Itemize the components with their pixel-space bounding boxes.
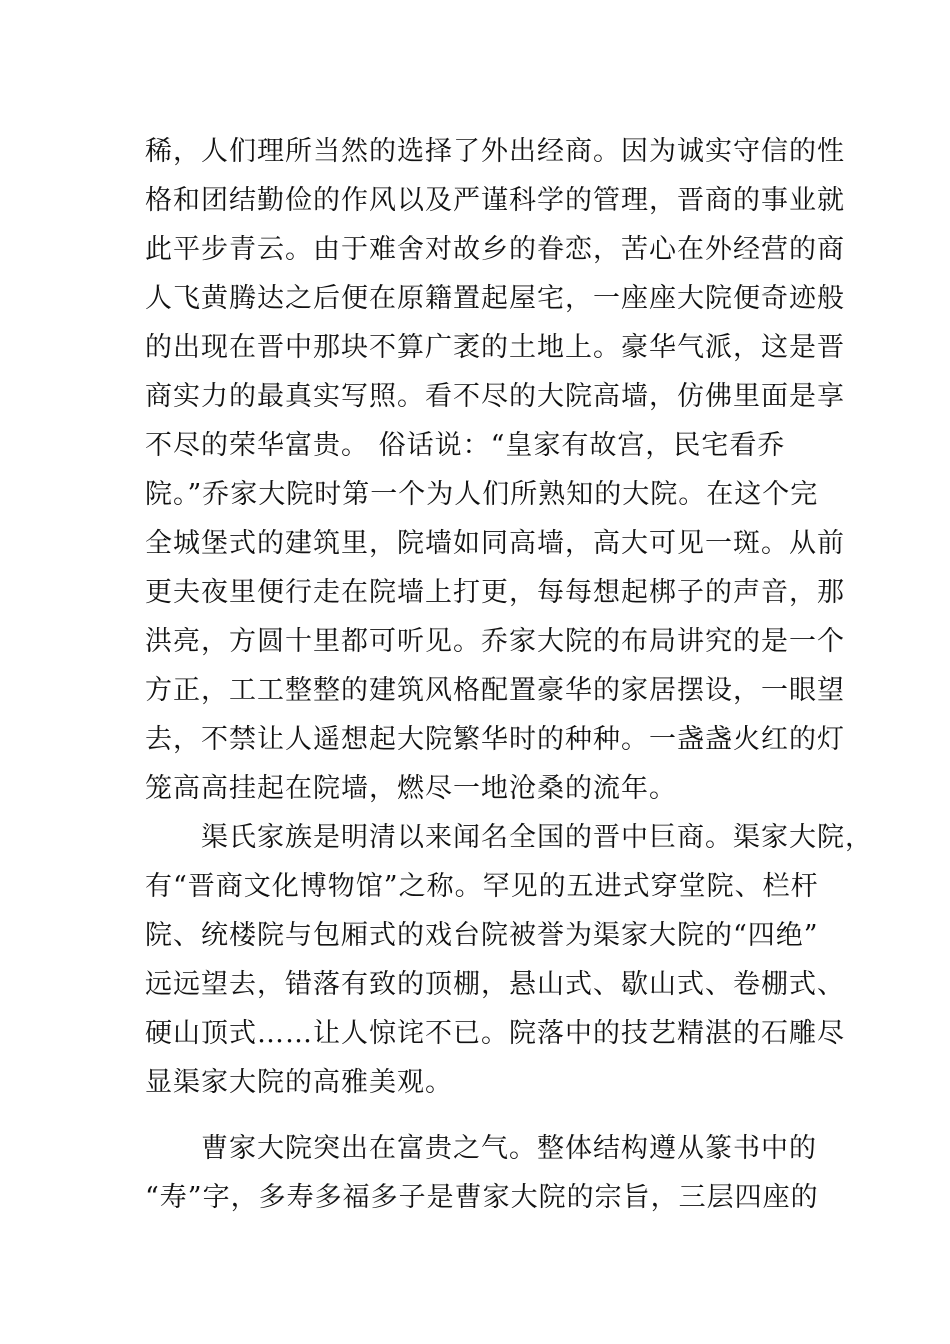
text-line: “寿”字，多寿多福多子是曹家大院的宗旨，三层四座的	[145, 1182, 819, 1213]
text-line: 洪亮，方圆十里都可听见。乔家大院的布局讲究的是一个	[145, 626, 845, 657]
text-line: 远远望去，错落有致的顶棚，悬山式、歇山式、卷棚式、	[145, 969, 845, 1000]
text-line: 渠氏家族是明清以来闻名全国的晋中巨商。渠家大院，	[145, 822, 873, 853]
text-line: 曹家大院突出在富贵之气。整体结构遵从篆书中的	[145, 1133, 817, 1164]
text-line: 不尽的荣华富贵。 俗话说：“皇家有故宫，民宅看乔	[145, 430, 786, 461]
text-line: 此平步青云。由于难舍对故乡的眷恋，苦心在外经营的商	[145, 234, 845, 265]
paragraph-1	[145, 127, 845, 813]
text-line: 去，不禁让人遥想起大院繁华时的种种。一盏盏火红的灯	[145, 724, 845, 755]
text-line: 商实力的最真实写照。看不尽的大院高墙，仿佛里面是享	[145, 381, 845, 412]
text-line: 笼高高挂起在院墙，燃尽一地沧桑的流年。	[145, 773, 677, 804]
text-line: 全城堡式的建筑里，院墙如同高墙，高大可见一斑。从前	[145, 528, 845, 559]
paragraph-3	[145, 1124, 819, 1222]
text-line: 院。”乔家大院时第一个为人们所熟知的大院。在这个完	[145, 479, 819, 510]
text-line: 硬山顶式……让人惊诧不已。院落中的技艺精湛的石雕尽	[145, 1018, 845, 1049]
text-line: 显渠家大院的高雅美观。	[145, 1067, 453, 1098]
text-line: 有“晋商文化博物馆”之称。罕见的五进式穿堂院、栏杆	[145, 871, 819, 902]
text-line: 人飞黄腾达之后便在原籍置起屋宅，一座座大院便奇迹般	[145, 283, 845, 314]
text-line: 格和团结勤俭的作风以及严谨科学的管理，晋商的事业就	[145, 185, 845, 216]
paragraph-2	[145, 813, 873, 1107]
document-body	[145, 127, 873, 1222]
text-line: 的出现在晋中那块不算广袤的土地上。豪华气派，这是晋	[145, 332, 845, 363]
text-line: 院、统楼院与包厢式的戏台院被誉为渠家大院的“四绝”	[145, 920, 819, 951]
text-line: 稀，人们理所当然的选择了外出经商。因为诚实守信的性	[145, 136, 845, 167]
paragraph-spacer	[145, 1107, 810, 1124]
text-line: 更夫夜里便行走在院墙上打更，每每想起梆子的声音，那	[145, 577, 845, 608]
text-line: 方正，工工整整的建筑风格配置豪华的家居摆设，一眼望	[145, 675, 845, 706]
